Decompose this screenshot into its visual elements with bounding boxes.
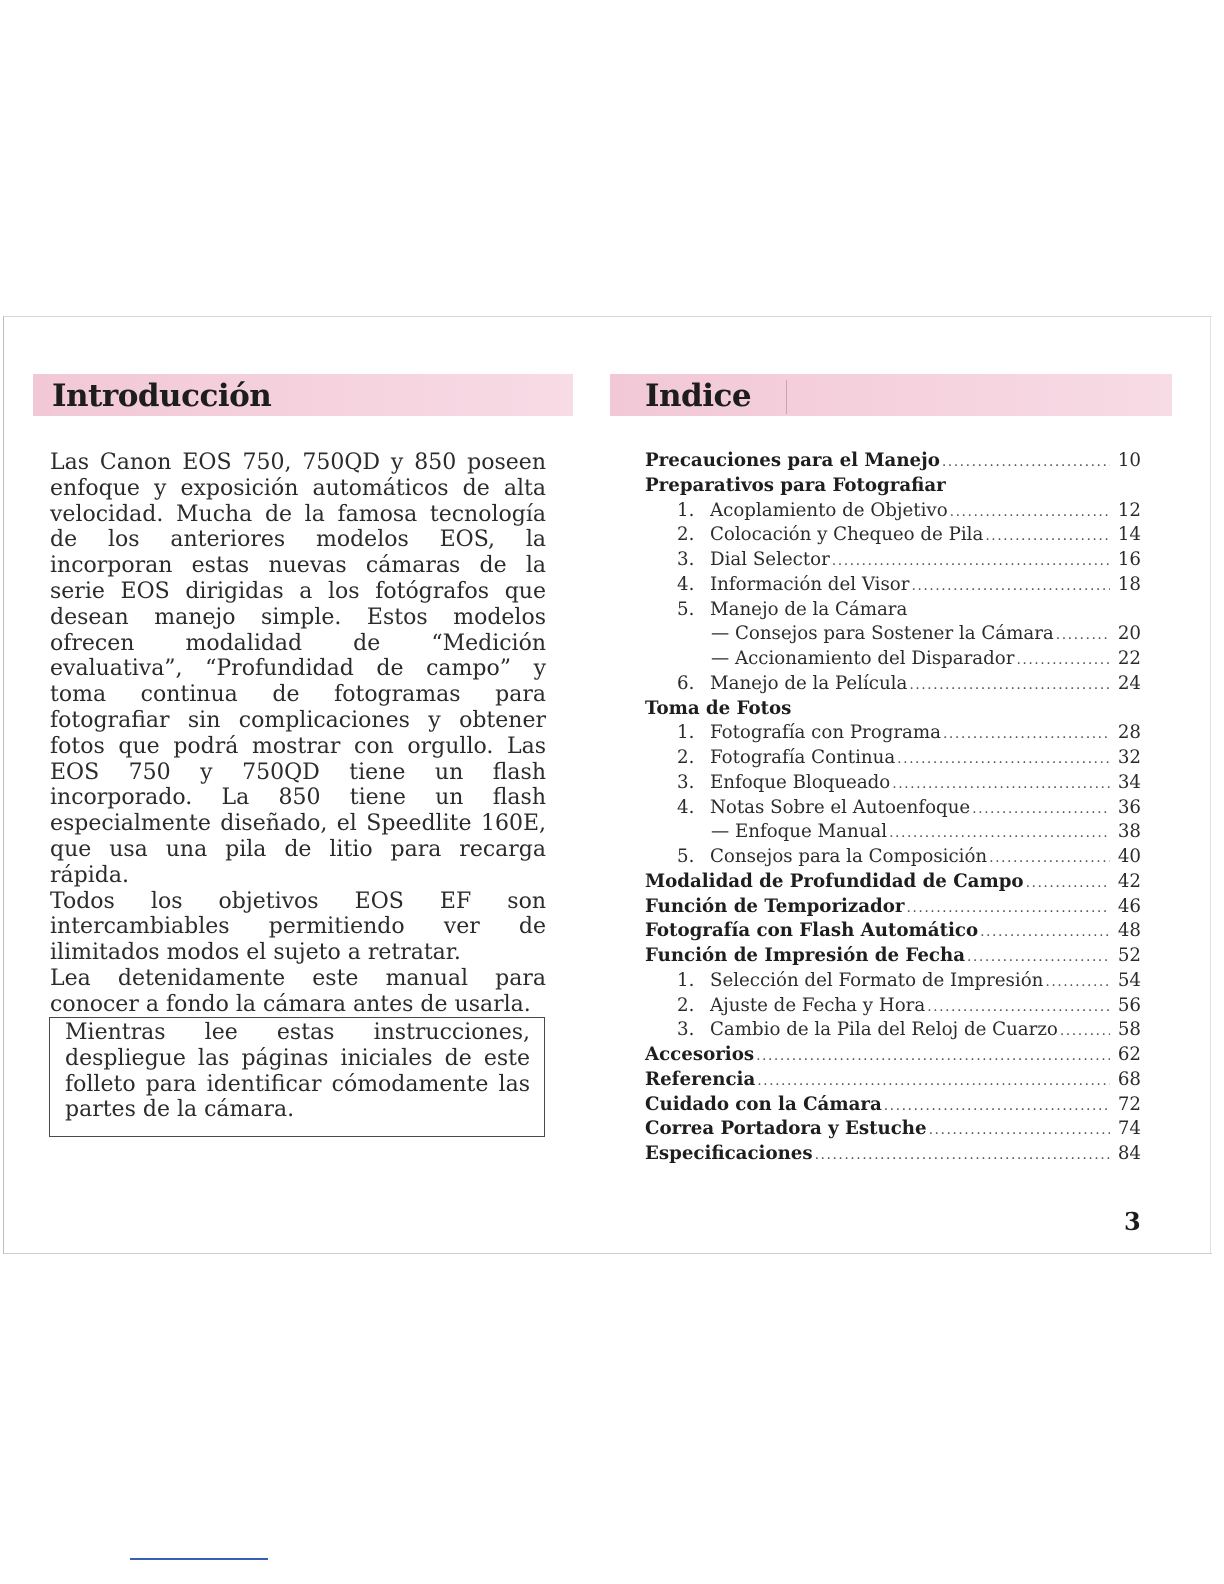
bottom-rule: [4, 1253, 1212, 1254]
toc-entry[interactable]: [645, 574, 1141, 599]
toc-entry[interactable]: [645, 772, 1141, 797]
toc-entry-title: Preparativos para Fotografiar: [645, 474, 946, 496]
toc-entry-page: 24: [1117, 672, 1141, 694]
toc-entry-title: Fotografía Continua: [710, 747, 896, 768]
bottom-link-underline: [130, 1558, 268, 1560]
toc-leader-dots: [757, 1073, 1110, 1089]
toc-leader-dots: [989, 850, 1110, 866]
toc-entry[interactable]: [645, 1118, 1141, 1143]
toc-entry[interactable]: [645, 648, 1141, 673]
intro-paragraph: Lea detenidamente este manual para conocer a fondo la cámara antes de usarla.: [50, 965, 546, 1017]
toc-leader-dots: [943, 726, 1110, 742]
toc-entry-page: 22: [1117, 648, 1141, 669]
toc-leader-dots: [950, 504, 1110, 520]
toc-leader-dots: [832, 553, 1110, 569]
toc-entry-number: 6.: [677, 672, 695, 694]
toc-leader-dots: [884, 1098, 1110, 1114]
toc-entry-page: 38: [1117, 821, 1141, 843]
toc-leader-dots: [1045, 974, 1110, 990]
toc-leader-dots: [1026, 875, 1110, 891]
toc-entry-title: Especificaciones: [645, 1143, 813, 1164]
toc-entry[interactable]: [645, 1069, 1141, 1094]
intro-paragraph: Todos los objetivos EOS EF son intercambiables permitiendo ver de ilimitados modos el sujeto a retratar.: [50, 888, 546, 966]
note-box: [49, 1017, 545, 1137]
toc-entry-title: Precauciones para el Manejo: [645, 450, 940, 471]
left-page-edge: [3, 316, 4, 1254]
toc-entry-title: Accesorios: [645, 1044, 755, 1065]
toc-leader-dots: [927, 999, 1110, 1015]
toc-leader-dots: [967, 949, 1110, 965]
toc-entry-number: 3.: [677, 549, 695, 570]
toc-entry-title: Selección del Formato de Impresión: [710, 969, 1044, 991]
toc-entry-title: Función de Impresión de Fecha: [645, 945, 965, 966]
toc-entry-page: 10: [1117, 450, 1141, 471]
toc-entry-title: — Accionamiento del Disparador: [711, 648, 1015, 669]
toc-entry-number: 1.: [677, 722, 695, 744]
toc-entry-page: 20: [1117, 623, 1141, 645]
toc-entry-number: 4.: [677, 573, 695, 595]
toc-entry-page: 16: [1117, 549, 1141, 570]
toc-entry-page: 28: [1117, 722, 1141, 744]
toc-entry[interactable]: [645, 896, 1141, 921]
toc-entry-page: 84: [1117, 1143, 1141, 1164]
toc-leader-dots: [892, 776, 1110, 792]
toc-leader-dots: [889, 825, 1110, 841]
toc-entry-number: 1.: [677, 499, 695, 521]
toc-leader-dots: [906, 900, 1110, 916]
toc-entry-title: Fotografía con Flash Automático: [645, 920, 979, 942]
toc-entry-title: Colocación y Chequeo de Pila: [710, 524, 984, 546]
toc-entry-title: Toma de Fotos: [645, 697, 792, 719]
toc-entry[interactable]: [645, 995, 1141, 1020]
toc-entry-title: Correa Portadora y Estuche: [645, 1118, 927, 1140]
top-rule: [4, 316, 1212, 317]
toc-entry[interactable]: [645, 673, 1141, 698]
toc-entry-page: 46: [1117, 895, 1141, 917]
toc-entry-number: 5.: [677, 598, 695, 620]
toc-entry-title: Ajuste de Fecha y Hora: [710, 994, 926, 1016]
toc-entry-number: 5.: [677, 846, 695, 867]
toc-entry-page: 48: [1117, 920, 1141, 942]
toc-entry-page: 14: [1117, 524, 1141, 546]
toc-leader-dots: [911, 578, 1110, 594]
toc-entry-page: 62: [1117, 1044, 1141, 1065]
index-header-divider: [786, 380, 787, 414]
toc-entry[interactable]: [645, 623, 1141, 648]
toc-entry[interactable]: [645, 945, 1141, 970]
toc-entry[interactable]: [645, 1044, 1141, 1069]
note-text: Mientras lee estas instrucciones, despliegue las páginas iniciales de este folleto para identificar cómodamente las partes de la cámara.: [65, 1020, 530, 1123]
page-number: 3: [1124, 1207, 1141, 1236]
toc-entry-page: 68: [1117, 1068, 1141, 1090]
toc-entry-page: 58: [1117, 1019, 1141, 1041]
toc-entry-title: Consejos para la Composición: [710, 846, 988, 867]
toc-entry-page: 12: [1117, 499, 1141, 521]
toc-entry[interactable]: [645, 722, 1141, 747]
toc-entry[interactable]: [645, 747, 1141, 772]
toc-leader-dots: [756, 1048, 1110, 1064]
intro-title: Introducción: [52, 378, 272, 414]
toc-leader-dots: [985, 528, 1110, 544]
toc-entry[interactable]: [645, 920, 1141, 945]
toc-entry-title: Acoplamiento de Objetivo: [710, 499, 948, 521]
toc-entry-page: 18: [1117, 573, 1141, 595]
toc-entry-number: 1.: [677, 969, 695, 991]
toc-entry-title: Cuidado con la Cámara: [645, 1093, 882, 1115]
toc-entry[interactable]: [645, 475, 1141, 500]
toc-entry-number: 4.: [677, 796, 695, 818]
toc-entry-page: 42: [1117, 870, 1141, 892]
toc-leader-dots: [980, 924, 1110, 940]
toc-entry[interactable]: [645, 970, 1141, 995]
toc-entry-title: Fotografía con Programa: [710, 722, 941, 744]
toc-leader-dots: [1060, 1023, 1110, 1039]
toc-entry[interactable]: [645, 500, 1141, 525]
toc-entry-title: Referencia: [645, 1068, 756, 1090]
toc-entry[interactable]: [645, 821, 1141, 846]
right-page-edge: [1210, 316, 1211, 1254]
toc-leader-dots: [815, 1147, 1110, 1163]
toc-entry-page: 40: [1117, 846, 1141, 867]
toc-leader-dots: [1056, 627, 1110, 643]
toc-entry[interactable]: [645, 1143, 1141, 1168]
toc-entry-page: 54: [1117, 969, 1141, 991]
toc-entry-page: 36: [1117, 796, 1141, 818]
toc-entry-number: 2.: [677, 994, 695, 1016]
toc-entry[interactable]: [645, 871, 1141, 896]
toc-leader-dots: [909, 677, 1110, 693]
toc-entry-title: Dial Selector: [710, 549, 830, 570]
toc-leader-dots: [929, 1122, 1110, 1138]
toc-entry-page: 72: [1117, 1093, 1141, 1115]
toc-leader-dots: [897, 751, 1110, 767]
toc-entry-title: Cambio de la Pila del Reloj de Cuarzo: [710, 1019, 1058, 1041]
toc-entry-title: Manejo de la Cámara: [710, 598, 908, 620]
toc-entry[interactable]: [645, 524, 1141, 549]
toc-entry[interactable]: [645, 1019, 1141, 1044]
toc-entry[interactable]: [645, 1094, 1141, 1119]
toc-entry-page: 34: [1117, 771, 1141, 793]
toc-entry-title: Notas Sobre el Autoenfoque: [710, 796, 971, 818]
toc-entry[interactable]: [645, 599, 1141, 624]
toc-entry-number: 2.: [677, 524, 695, 546]
intro-text: [50, 450, 546, 1018]
toc-entry-title: Modalidad de Profundidad de Campo: [645, 870, 1024, 892]
toc-entry[interactable]: [645, 450, 1141, 475]
toc-entry-number: 3.: [677, 771, 695, 793]
toc-entry-page: 56: [1117, 994, 1141, 1016]
toc-entry-title: Función de Temporizador: [645, 895, 905, 917]
toc-entry[interactable]: [645, 549, 1141, 574]
toc-entry-number: 3.: [677, 1019, 695, 1041]
toc-leader-dots: [942, 454, 1110, 470]
intro-paragraph: Las Canon EOS 750, 750QD y 850 poseen enfoque y exposición automáticos de alta velocidad. Mucha de la famosa tecnología de los anteriores modelos EOS, la incorporan estas nuevas cámaras de la serie EOS dirigidas a los fotógrafos que desean manejo simple. Estos modelos ofrecen modalidad de “Medición evaluativa”, “Profundidad de campo” y toma continua de fotogramas para fotografiar sin complicaciones y obtener fotos que podrá mostrar con orgullo. Las EOS 750 y 750QD tiene un flash incorporado. La 850 tiene un flash especialmente diseñado, el Speedlite 160E, que usa una pila de litio para recarga rápida.: [50, 450, 546, 888]
index-title: Indice: [645, 378, 752, 414]
toc-entry[interactable]: [645, 698, 1141, 723]
toc-leader-dots: [1016, 652, 1110, 668]
toc-entry-title: Información del Visor: [710, 573, 910, 595]
toc-entry-page: 52: [1117, 945, 1141, 966]
table-of-contents: [645, 450, 1141, 1168]
toc-entry-number: 2.: [677, 747, 695, 768]
toc-entry-title: Manejo de la Película: [710, 672, 908, 694]
toc-entry-title: Enfoque Bloqueado: [710, 771, 891, 793]
toc-entry-page: 74: [1117, 1118, 1141, 1140]
toc-entry-title: — Consejos para Sostener la Cámara: [711, 623, 1054, 645]
toc-entry-title: — Enfoque Manual: [711, 821, 888, 843]
toc-entry-page: 32: [1117, 747, 1141, 768]
toc-leader-dots: [972, 801, 1110, 817]
toc-entry[interactable]: [645, 797, 1141, 822]
toc-entry[interactable]: [645, 846, 1141, 871]
